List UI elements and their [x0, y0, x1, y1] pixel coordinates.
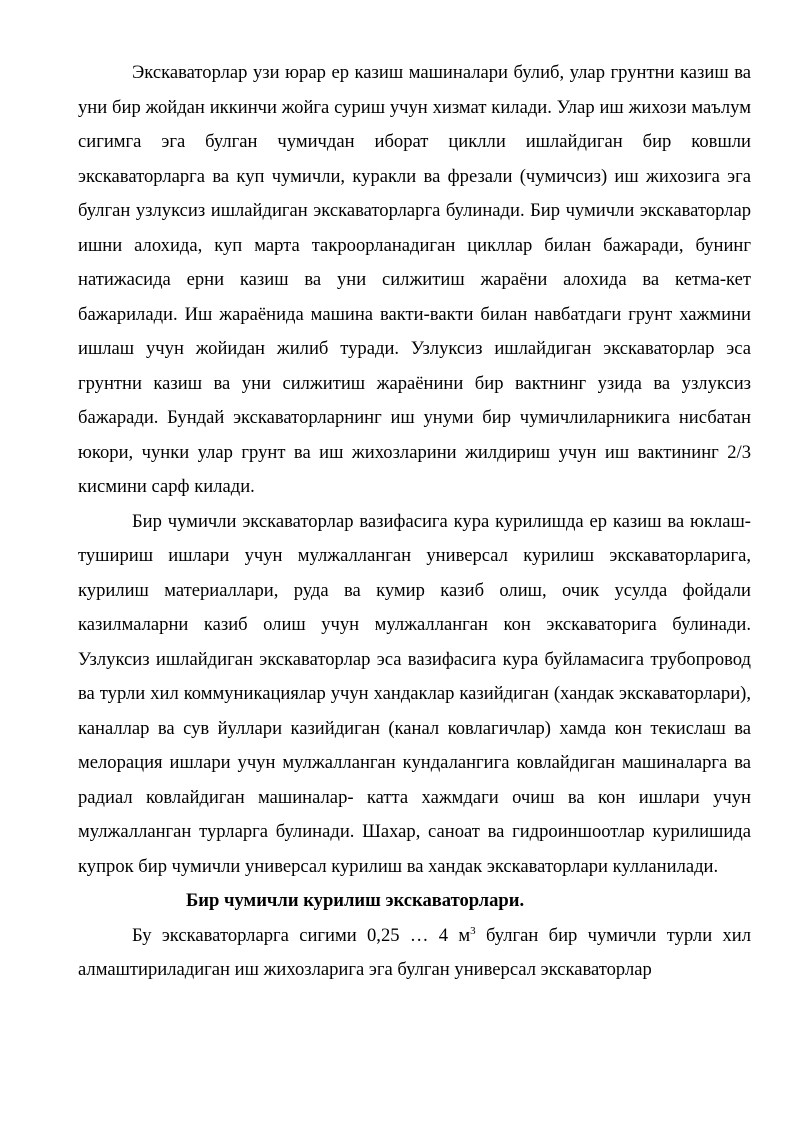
- document-page: [78, 56, 751, 988]
- paragraph-1: Экскаваторлар узи юрар ер казиш машиналари булиб, улар грунтни казиш ва уни бир жойдан иккинчи жойга суриш учун хизмат килади. Улар иш жихози маълум сигимга эга булган чумичдан иборат циклли ишлайдиган бир ковшли экскаваторларга ва куп чумичли, куракли ва фрезали (чумичсиз) иш жихозига эга булган узлуксиз ишлайдиган экскаваторларга булинади. Бир чумичли экскаваторлар ишни алохида, куп марта такроорланадиган цикллар билан бажаради, бунинг натижасида ерни казиш ва уни силжитиш жараёни алохида ва кетма-кет бажарилади. Иш жараёнида машина вакти-вакти билан навбатдаги грунт хажмини ишлаш учун жойидан жилиб туради. Узлуксиз ишлайдиган экскаваторлар эса грунтни казиш ва уни силжитиш жараёнини бир вактнинг узида ва узлуксиз бажаради. Бундай экскаваторларнинг иш унуми бир чумичлиларникига нисбатан юкори, чунки улар грунт ва иш жихозларини жилдириш учун иш вактининг 2/3 кисмини сарф килади.: [78, 62, 751, 497]
- superscript-cubed: 3: [470, 924, 476, 937]
- paragraph-3-start: Бу экскаваторларга сигими 0,25 … 4 м: [132, 924, 471, 946]
- paragraph-2: Бир чумичли экскаваторлар вазифасига кура курилишда ер казиш ва юклаш-тушириш ишлари учун мулжалланган универсал курилиш экскаваторларига, курилиш материаллари, руда ва кумир казиб олиш, очик усулда фойдали казилмаларни казиб олиш учун мулжалланган кон экскаваторига булинади. Узлуксиз ишлайдиган экскаваторлар эса вазифасига кура буйламасига трубопровод ва турли хил коммуникациялар учун хандаклар казийдиган (хандак экскаваторлари), каналлар ва сув йуллари казийдиган (канал ковлагичлар) хамда кон текислаш ва мелорация ишлари учун мулжалланган кундалангига ковлайдиган машиналарга ва радиал ковлайдиган машиналар- катта хажмдаги очиш ва кон ишлари учун мулжалланган турларга булинади. Шахар, саноат ва гидроиншоотлар курилишида купрок бир чумичли универсал курилиш ва хандак экскаваторлари кулланилади.: [78, 510, 751, 877]
- paragraph-3-end: булган бир чумичли турли хил алмаштириладиган иш жихозларига эга булган универсал экскаваторлар: [78, 924, 751, 980]
- paragraph-3: [78, 919, 751, 988]
- section-heading: Бир чумичли курилиш экскаваторлари.: [186, 890, 525, 911]
